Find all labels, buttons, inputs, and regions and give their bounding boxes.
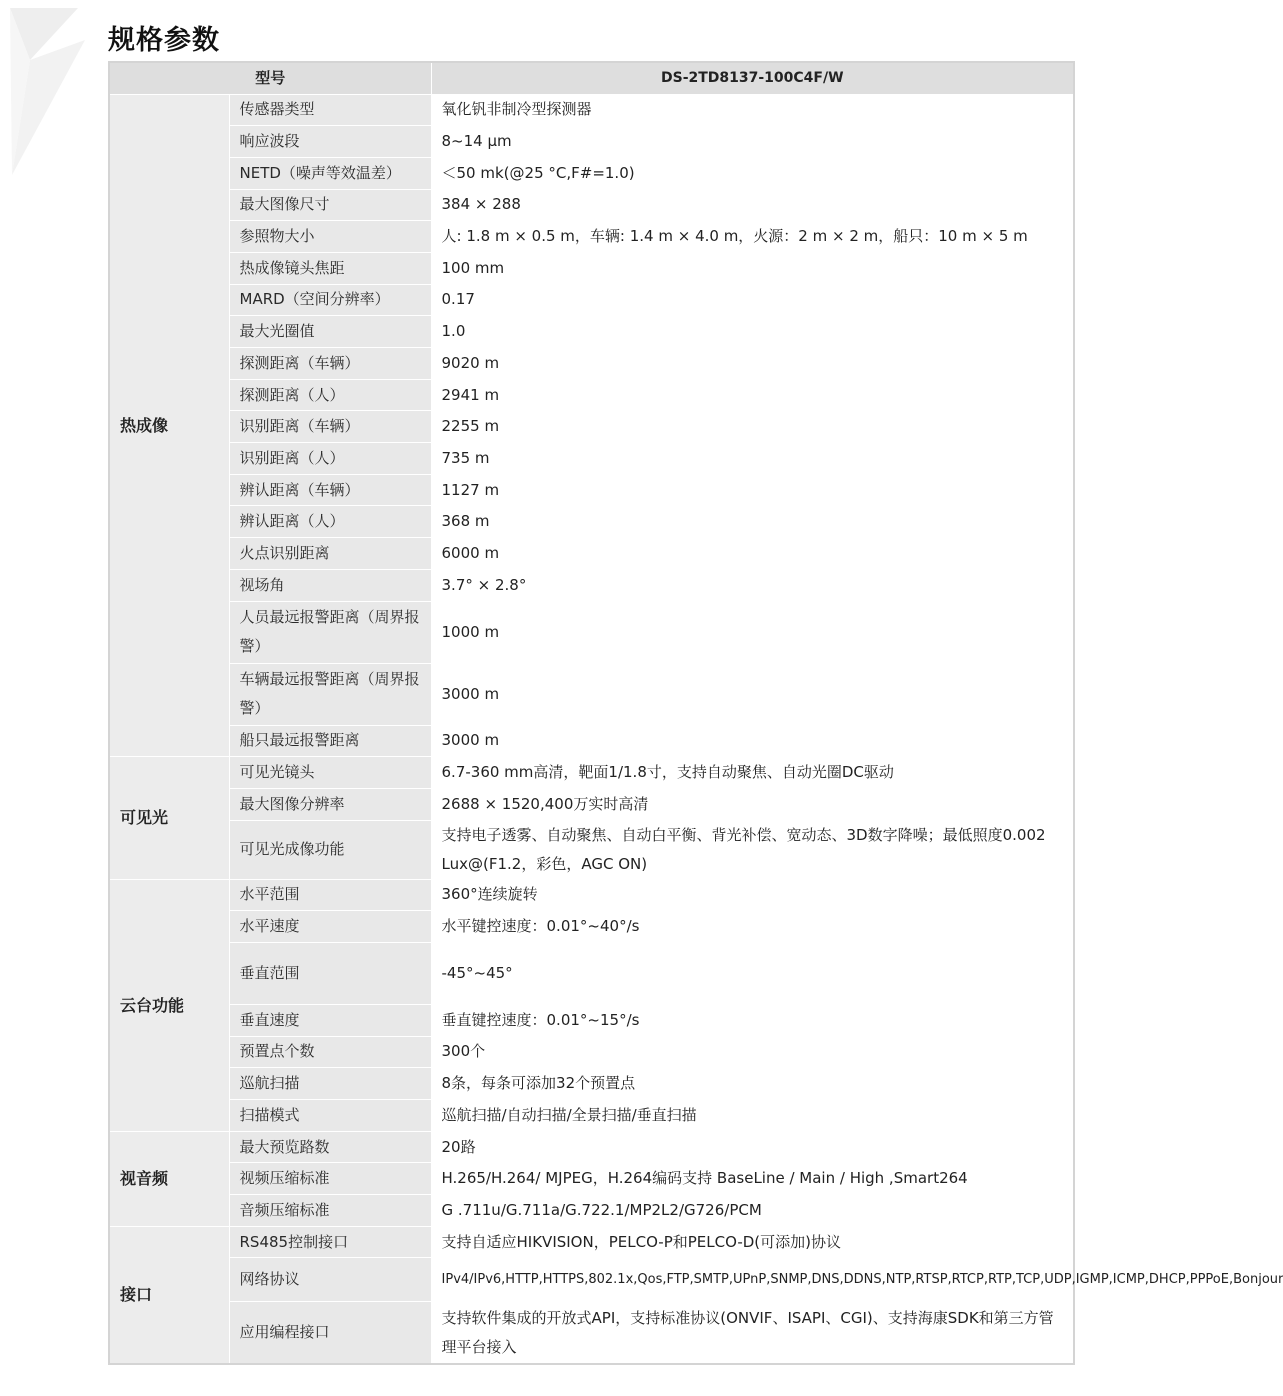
- spec-row: [109, 221, 1074, 253]
- param-value: G .711u/G.711a/G.722.1/MP2L2/G726/PCM: [431, 1195, 1074, 1227]
- param-value: 9020 m: [431, 348, 1074, 380]
- param-value: 2941 m: [431, 379, 1074, 411]
- param-value: 1127 m: [431, 474, 1074, 506]
- param-value: 氧化钒非制冷型探测器: [431, 94, 1074, 126]
- spec-row: [109, 788, 1074, 820]
- spec-row: [109, 1226, 1074, 1258]
- param-name: 最大图像尺寸: [229, 189, 431, 221]
- spec-row: [109, 94, 1074, 126]
- param-name: 船只最远报警距离: [229, 725, 431, 757]
- spec-row: [109, 506, 1074, 538]
- param-name: 水平范围: [229, 879, 431, 911]
- param-name: 水平速度: [229, 911, 431, 943]
- param-value: 6.7-360 mm高清，靶面1/1.8寸，支持自动聚焦、自动光圈DC驱动: [431, 757, 1074, 789]
- spec-row: [109, 1100, 1074, 1132]
- param-value: 368 m: [431, 506, 1074, 538]
- model-label: 型号: [109, 62, 431, 94]
- param-value: -45°~45°: [431, 942, 1074, 1004]
- param-name: 视场角: [229, 569, 431, 601]
- param-value: 0.17: [431, 284, 1074, 316]
- param-name: 最大光圈值: [229, 316, 431, 348]
- param-name: 最大图像分辨率: [229, 788, 431, 820]
- param-name: 预置点个数: [229, 1036, 431, 1068]
- param-value: 3000 m: [431, 725, 1074, 757]
- category-label: 视音频: [109, 1131, 229, 1226]
- spec-row: [109, 879, 1074, 911]
- spec-row: [109, 1195, 1074, 1227]
- param-value: 6000 m: [431, 538, 1074, 570]
- param-value: 300个: [431, 1036, 1074, 1068]
- param-name: 火点识别距离: [229, 538, 431, 570]
- spec-row: [109, 348, 1074, 380]
- spec-row: [109, 538, 1074, 570]
- param-value: 人: 1.8 m × 0.5 m，车辆: 1.4 m × 4.0 m，火源：2 m × 2 m，船只：10 m × 5 m: [431, 221, 1074, 253]
- param-name: 热成像镜头焦距: [229, 252, 431, 284]
- spec-table: [108, 61, 1283, 1365]
- param-name: 识别距离（人）: [229, 443, 431, 475]
- spec-row: [109, 757, 1074, 789]
- param-name: 辨认距离（车辆）: [229, 474, 431, 506]
- spec-row: [109, 411, 1074, 443]
- spec-row: [109, 1163, 1074, 1195]
- category-label: 云台功能: [109, 879, 229, 1131]
- param-value: 水平键控速度：0.01°~40°/s: [431, 911, 1074, 943]
- param-value: ＜50 mk(@25 °C,F#=1.0): [431, 157, 1074, 189]
- spec-row: [109, 252, 1074, 284]
- param-name: 垂直速度: [229, 1004, 431, 1036]
- param-value: 3.7° × 2.8°: [431, 569, 1074, 601]
- page-title: 规格参数: [108, 25, 220, 56]
- param-name: 巡航扫描: [229, 1068, 431, 1100]
- spec-row: [109, 1258, 1074, 1302]
- param-name: 识别距离（车辆）: [229, 411, 431, 443]
- spec-row: [109, 1068, 1074, 1100]
- category-label: 热成像: [109, 94, 229, 757]
- spec-row: [109, 1036, 1074, 1068]
- param-name: NETD（噪声等效温差）: [229, 157, 431, 189]
- spec-row: [109, 474, 1074, 506]
- category-label: 接口: [109, 1226, 229, 1364]
- param-name: 人员最远报警距离（周界报警）: [229, 601, 431, 663]
- param-name: 视频压缩标准: [229, 1163, 431, 1195]
- param-name: RS485控制接口: [229, 1226, 431, 1258]
- spec-row: [109, 1131, 1074, 1163]
- spec-row: [109, 284, 1074, 316]
- spec-row: [109, 911, 1074, 943]
- spec-row: [109, 443, 1074, 475]
- param-value: 支持电子透雾、自动聚焦、自动白平衡、背光补偿、宽动态、3D数字降噪；最低照度0.002 Lux@(F1.2，彩色，AGC ON): [431, 820, 1074, 879]
- param-name: 可见光成像功能: [229, 820, 431, 879]
- param-name: 网络协议: [229, 1258, 431, 1302]
- param-name: MARD（空间分辨率）: [229, 284, 431, 316]
- spec-row: [109, 820, 1074, 879]
- param-name: 传感器类型: [229, 94, 431, 126]
- param-value: 2688 × 1520,400万实时高清: [431, 788, 1074, 820]
- param-name: 应用编程接口: [229, 1302, 431, 1364]
- param-value: 8~14 μm: [431, 126, 1074, 158]
- param-value: 支持软件集成的开放式API，支持标准协议(ONVIF、ISAPI、CGI)、支持海康SDK和第三方管理平台接入: [431, 1302, 1074, 1364]
- param-value: 384 × 288: [431, 189, 1074, 221]
- param-value: 1000 m: [431, 601, 1074, 663]
- param-value: 2255 m: [431, 411, 1074, 443]
- param-value: 360°连续旋转: [431, 879, 1074, 911]
- param-name: 响应波段: [229, 126, 431, 158]
- param-name: 参照物大小: [229, 221, 431, 253]
- decorative-logo-shape: [0, 0, 100, 190]
- param-name: 探测距离（车辆）: [229, 348, 431, 380]
- spec-row: [109, 601, 1074, 663]
- spec-row: [109, 725, 1074, 757]
- param-value: H.265/H.264/ MJPEG，H.264编码支持 BaseLine / Main / High ,Smart264: [431, 1163, 1074, 1195]
- param-name: 探测距离（人）: [229, 379, 431, 411]
- model-value: DS-2TD8137-100C4F/W: [431, 62, 1074, 94]
- param-name: 垂直范围: [229, 942, 431, 1004]
- spec-row: [109, 1004, 1074, 1036]
- param-name: 辨认距离（人）: [229, 506, 431, 538]
- param-value: 8条，每条可添加32个预置点: [431, 1068, 1074, 1100]
- param-name: 可见光镜头: [229, 757, 431, 789]
- spec-row: [109, 1302, 1074, 1364]
- spec-row: [109, 942, 1074, 1004]
- param-name: 扫描模式: [229, 1100, 431, 1132]
- spec-row: [109, 569, 1074, 601]
- param-name: 车辆最远报警距离（周界报警）: [229, 663, 431, 725]
- param-name: 最大预览路数: [229, 1131, 431, 1163]
- param-value: 20路: [431, 1131, 1074, 1163]
- spec-row: [109, 157, 1074, 189]
- param-value: 735 m: [431, 443, 1074, 475]
- header-row: [109, 62, 1074, 94]
- spec-row: [109, 379, 1074, 411]
- param-value: 垂直键控速度：0.01°~15°/s: [431, 1004, 1074, 1036]
- spec-row: [109, 126, 1074, 158]
- param-value: 100 mm: [431, 252, 1074, 284]
- param-value: 支持自适应HIKVISION，PELCO-P和PELCO-D(可添加)协议: [431, 1226, 1074, 1258]
- param-value: IPv4/IPv6,HTTP,HTTPS,802.1x,Qos,FTP,SMTP,UPnP,SNMP,DNS,DDNS,NTP,RTSP,RTCP,RTP,TCP,UDP,IGMP,ICMP,DHCP,PPPoE,Bonjour: [431, 1258, 1074, 1302]
- param-value: 巡航扫描/自动扫描/全景扫描/垂直扫描: [431, 1100, 1074, 1132]
- category-label: 可见光: [109, 757, 229, 879]
- param-value: 3000 m: [431, 663, 1074, 725]
- spec-row: [109, 316, 1074, 348]
- param-name: 音频压缩标准: [229, 1195, 431, 1227]
- spec-row: [109, 663, 1074, 725]
- param-value: 1.0: [431, 316, 1074, 348]
- spec-row: [109, 189, 1074, 221]
